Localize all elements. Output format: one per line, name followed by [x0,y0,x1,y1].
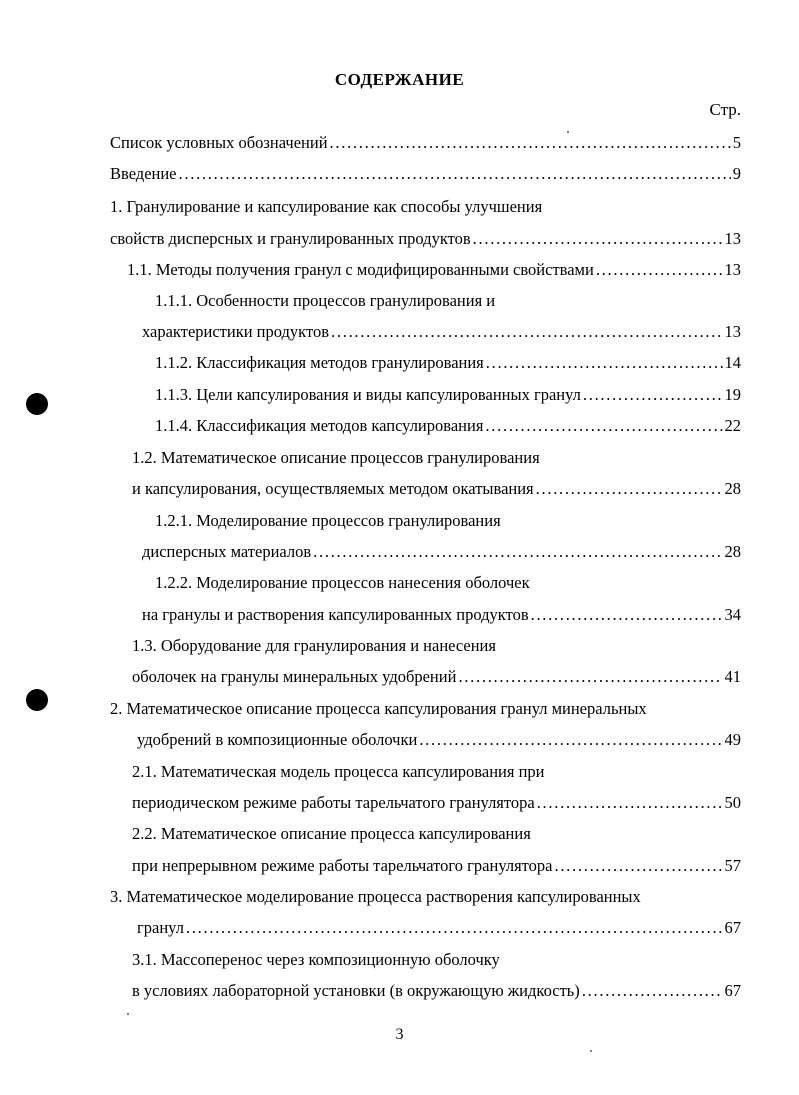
toc-entry [132,823,531,845]
toc-leader-dots [331,321,722,343]
toc-entry-page: 67 [724,981,741,1000]
toc-entry [132,761,545,783]
toc-entry-page: 13 [724,322,741,341]
toc-leader-dots [186,917,723,939]
toc-entry-title: 1.1.2. Классификация методов гранулирования [155,353,484,372]
toc-entry [110,698,647,720]
toc-entry [110,886,641,908]
toc-entry-title: и капсулирования, осуществляемых методом окатывания [132,479,534,498]
toc-leader-dots [486,352,723,374]
toc-entry-title: 1.1. Методы получения гранул с модифицированными свойствами [127,260,594,279]
scan-speck [127,1013,129,1015]
toc-entry-title: дисперсных материалов [142,542,312,561]
toc-entry-title: периодическом режиме работы тарельчатого гранулятора [132,793,535,812]
toc-entry-title: 2.1. Математическая модель процесса капсулирования при [132,762,545,781]
scan-speck [567,131,569,133]
toc-entry-title: 1.1.1. Особенности процессов гранулирования и [155,291,496,310]
toc-entry-page: 50 [724,793,741,812]
toc-entry [127,259,741,281]
toc-leader-dots [330,132,731,154]
toc-entry [155,510,501,532]
toc-entry-page: 49 [724,730,741,749]
toc-entry [110,228,741,250]
toc-leader-dots [582,980,723,1002]
toc-entry [132,792,741,814]
toc-entry [155,572,530,594]
toc-entry-title: удобрений в композиционные оболочки [137,730,418,749]
toc-entry-page: 13 [724,229,741,248]
toc-entry-page: 22 [724,416,741,435]
toc-leader-dots [554,855,722,877]
toc-leader-dots [583,384,723,406]
toc-entry-title: 1. Гранулирование и капсулирование как способы улучшения [110,197,543,216]
toc-entry [142,321,741,343]
toc-entry-page: 57 [724,856,741,875]
toc-entry [110,196,542,218]
toc-entry-title: 1.1.3. Цели капсулирования и виды капсулированных гранул [155,385,581,404]
toc-leader-dots [313,541,722,563]
toc-entry [142,604,741,626]
toc-entry [132,666,741,688]
toc-entry-page: 14 [724,353,741,372]
toc-entry-title: Введение [110,164,177,183]
toc-entry-page: 19 [724,385,741,404]
toc-entry [142,541,741,563]
toc-entry [155,352,741,374]
toc-entry-title: оболочек на гранулы минеральных удобрений [132,667,457,686]
toc-entry [155,290,495,312]
toc-entry [110,132,741,154]
toc-entry [132,980,741,1002]
toc-entry [132,635,496,657]
toc-entry [132,949,500,971]
toc-entry-title: при непрерывном режиме работы тарельчатого гранулятора [132,856,553,875]
scan-speck [590,1050,592,1052]
toc-entry [110,163,741,185]
toc-entry-title: свойств дисперсных и гранулированных продуктов [110,229,471,248]
toc-leader-dots [537,792,723,814]
toc-entry-page: 5 [732,133,741,152]
binder-hole [26,689,48,711]
toc-leader-dots [485,415,722,437]
toc-entry-title: 1.2.1. Моделирование процессов гранулирования [155,511,501,530]
toc-entry-page: 28 [724,479,741,498]
toc-entry [132,478,741,500]
toc-entry-title: в условиях лабораторной установки (в окружающую жидкость) [132,981,580,1000]
toc-leader-dots [458,666,722,688]
toc-entry-title: 2.2. Математическое описание процесса капсулирования [132,824,531,843]
toc-entry [132,447,540,469]
toc-entry-page: 13 [724,260,741,279]
page-number: 3 [395,1026,404,1043]
toc-entry [132,855,741,877]
toc-entry-title: 1.3. Оборудование для гранулирования и нанесения [132,636,496,655]
toc-leader-dots [596,259,723,281]
toc-entry-title: Список условных обозначений [110,133,328,152]
toc-leader-dots [179,163,731,185]
toc-entry-page: 34 [724,605,741,624]
toc-entry-title: 3.1. Массоперенос через композиционную оболочку [132,950,500,969]
toc-entry [137,729,741,751]
toc-entry-title: 1.2. Математическое описание процессов гранулирования [132,448,540,467]
toc-leader-dots [419,729,722,751]
toc-entry-title: на гранулы и растворения капсулированных продуктов [142,605,529,624]
toc-entry-page: 67 [724,918,741,937]
toc-entry-title: 1.2.2. Моделирование процессов нанесения оболочек [155,573,530,592]
toc-leader-dots [531,604,723,626]
toc-entry [137,917,741,939]
toc-entry [155,415,741,437]
toc-leader-dots [473,228,723,250]
toc-entry-title: 1.1.4. Классификация методов капсулирования [155,416,484,435]
toc-entry-page: 28 [724,542,741,561]
toc-entry [155,384,741,406]
toc-entry-title: характеристики продуктов [142,322,330,341]
binder-hole [26,393,48,415]
toc-leader-dots [536,478,723,500]
page-column-label: Стр. [709,100,741,119]
toc-entry-page: 41 [724,667,741,686]
toc-entry-page: 9 [732,164,741,183]
toc-entry-title: 3. Математическое моделирование процесса растворения капсулированных [110,887,641,906]
toc-entry-title: гранул [137,918,184,937]
page-title: СОДЕРЖАНИЕ [334,70,465,89]
toc-entry-title: 2. Математическое описание процесса капсулирования гранул минеральных [110,699,647,718]
